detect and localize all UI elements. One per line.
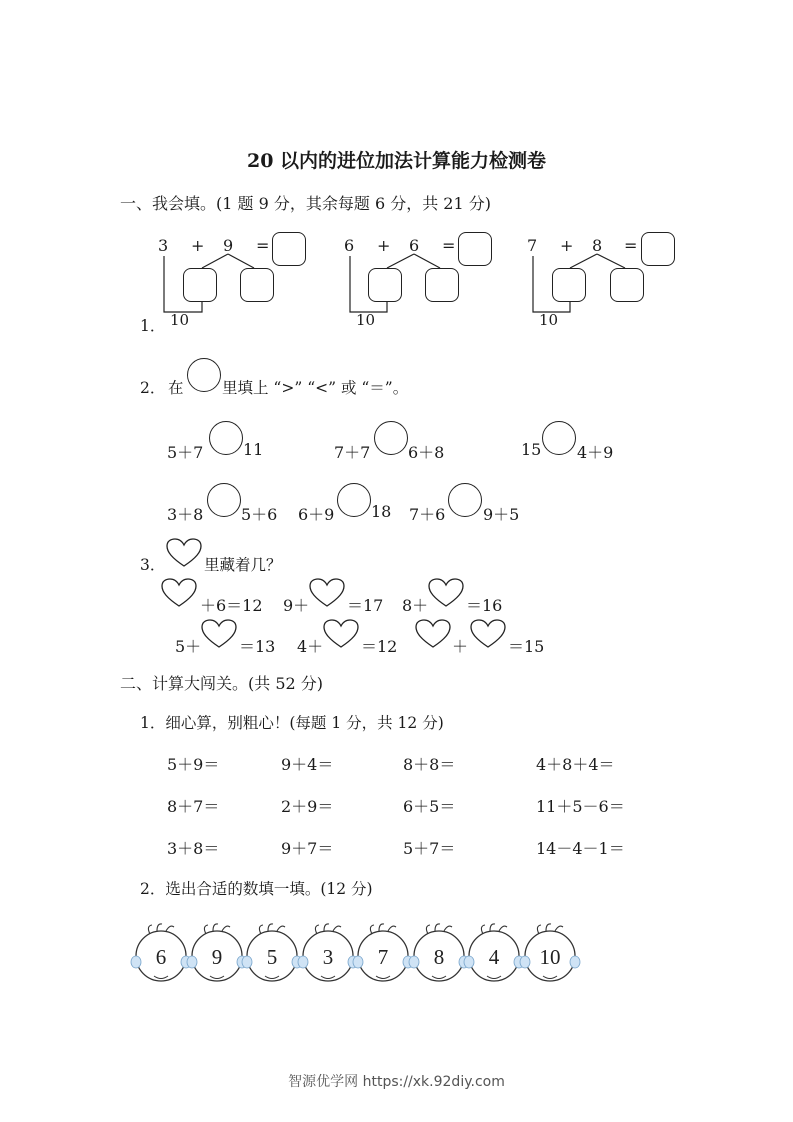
heart-input[interactable] (470, 619, 506, 649)
q1-eq: = (624, 236, 638, 255)
calc-item: 9＋4＝ (281, 755, 334, 774)
compare-left: 7＋7 (334, 443, 371, 462)
heart-eq-before: 9＋ (283, 596, 310, 615)
compare-circle[interactable] (209, 421, 243, 455)
number-face-value: 3 (322, 945, 333, 969)
compare-left: 15 (521, 440, 542, 459)
number-face-icon[interactable] (408, 920, 470, 986)
compare-circle-icon (187, 358, 221, 392)
footer-watermark: 智源优学网 https://xk.92diy.com (288, 1074, 505, 1090)
heart-eq-after: ＝17 (347, 596, 384, 615)
heart-input[interactable] (201, 619, 237, 649)
number-face-value: 6 (155, 945, 167, 969)
heart-input[interactable] (428, 578, 464, 608)
heart-eq-before: 4＋ (297, 637, 324, 656)
q3-number: 3． (140, 556, 166, 574)
heart-eq-before: 5＋ (175, 637, 202, 656)
calc-item: 6＋5＝ (403, 797, 456, 816)
q1-a: 7 (527, 236, 538, 255)
calc-item: 5＋7＝ (403, 839, 456, 858)
q1-plus: + (191, 236, 205, 255)
number-face-value: 7 (377, 945, 389, 969)
q2-number: 2． (140, 379, 166, 397)
compare-right: 11 (243, 440, 264, 459)
compare-left: 6＋9 (298, 505, 335, 524)
compare-circle[interactable] (542, 421, 576, 455)
compare-circle[interactable] (337, 483, 371, 517)
q1-ten: 10 (539, 311, 559, 329)
number-face-icon[interactable] (519, 920, 581, 986)
heart-input[interactable] (309, 578, 345, 608)
number-face-icon[interactable] (241, 920, 303, 986)
calc-item: 8＋8＝ (403, 755, 456, 774)
calc-item: 3＋8＝ (167, 839, 220, 858)
compare-circle[interactable] (374, 421, 408, 455)
number-face-value: 8 (433, 945, 444, 969)
number-face-value: 4 (488, 945, 500, 969)
heart-input[interactable] (161, 578, 197, 608)
q1-b: 9 (223, 236, 234, 255)
q3-suffix: 里藏着几？ (204, 556, 282, 574)
heart-eq-middle: ＋ (452, 637, 469, 656)
heart-input[interactable] (415, 619, 451, 649)
heart-eq-before: 8＋ (402, 596, 429, 615)
q1-ten: 10 (356, 311, 376, 329)
number-face-icon[interactable] (297, 920, 359, 986)
heart-eq-after: ＝12 (361, 637, 398, 656)
q1-eq: = (256, 236, 270, 255)
q1-b: 6 (409, 236, 420, 255)
s2-q1-label: 1．细心算，别粗心！(每题 1 分，共 12 分) (140, 714, 444, 732)
number-face-icon[interactable] (186, 920, 248, 986)
q2-suffix: 里填上 “>” “<” 或 “＝”。 (222, 379, 409, 397)
q1-plus: + (377, 236, 391, 255)
q2-prefix: 在 (168, 379, 184, 397)
q1-a: 3 (158, 236, 169, 255)
compare-left: 3＋8 (167, 505, 204, 524)
calc-item: 14－4－1＝ (536, 839, 625, 858)
compare-right: 18 (371, 502, 392, 521)
q1-number: 1． (140, 317, 166, 335)
heart-icon (166, 538, 202, 568)
s2-q2-label: 2．选出合适的数填一填。(12 分) (140, 880, 373, 898)
calc-item: 5＋9＝ (167, 755, 220, 774)
number-face-icon[interactable] (463, 920, 525, 986)
heart-input[interactable] (323, 619, 359, 649)
compare-circle[interactable] (207, 483, 241, 517)
heart-eq-after: ＝16 (466, 596, 503, 615)
calc-item: 2＋9＝ (281, 797, 334, 816)
calc-item: 4＋8＋4＝ (536, 755, 615, 774)
q1-b: 8 (592, 236, 603, 255)
page-title: 20 以内的进位加法计算能力检测卷 (246, 150, 547, 172)
compare-right: 6＋8 (408, 443, 445, 462)
number-face-value: 10 (539, 945, 560, 969)
number-face-value: 9 (211, 945, 222, 969)
calc-item: 11＋5－6＝ (536, 797, 625, 816)
compare-circle[interactable] (448, 483, 482, 517)
number-face-icon[interactable] (130, 920, 192, 986)
section1-heading: 一、我会填。(1 题 9 分，其余每题 6 分，共 21 分) (120, 194, 491, 213)
compare-right: 9＋5 (483, 505, 520, 524)
split-box-left[interactable] (552, 268, 586, 302)
q1-plus: + (560, 236, 574, 255)
q1-ten: 10 (170, 311, 190, 329)
compare-left: 5＋7 (167, 443, 204, 462)
heart-eq-after: ＝15 (508, 637, 545, 656)
number-face-icon[interactable] (352, 920, 414, 986)
heart-eq-after: ＝13 (239, 637, 276, 656)
compare-right: 4＋9 (577, 443, 614, 462)
compare-left: 7＋6 (409, 505, 446, 524)
calc-item: 8＋7＝ (167, 797, 220, 816)
q1-a: 6 (344, 236, 355, 255)
q1-eq: = (442, 236, 456, 255)
split-box-right[interactable] (610, 268, 644, 302)
heart-eq-after: ＋6＝12 (200, 596, 263, 615)
compare-right: 5＋6 (241, 505, 278, 524)
calc-item: 9＋7＝ (281, 839, 334, 858)
section2-heading: 二、计算大闯关。(共 52 分) (120, 674, 324, 693)
number-face-value: 5 (266, 945, 278, 969)
